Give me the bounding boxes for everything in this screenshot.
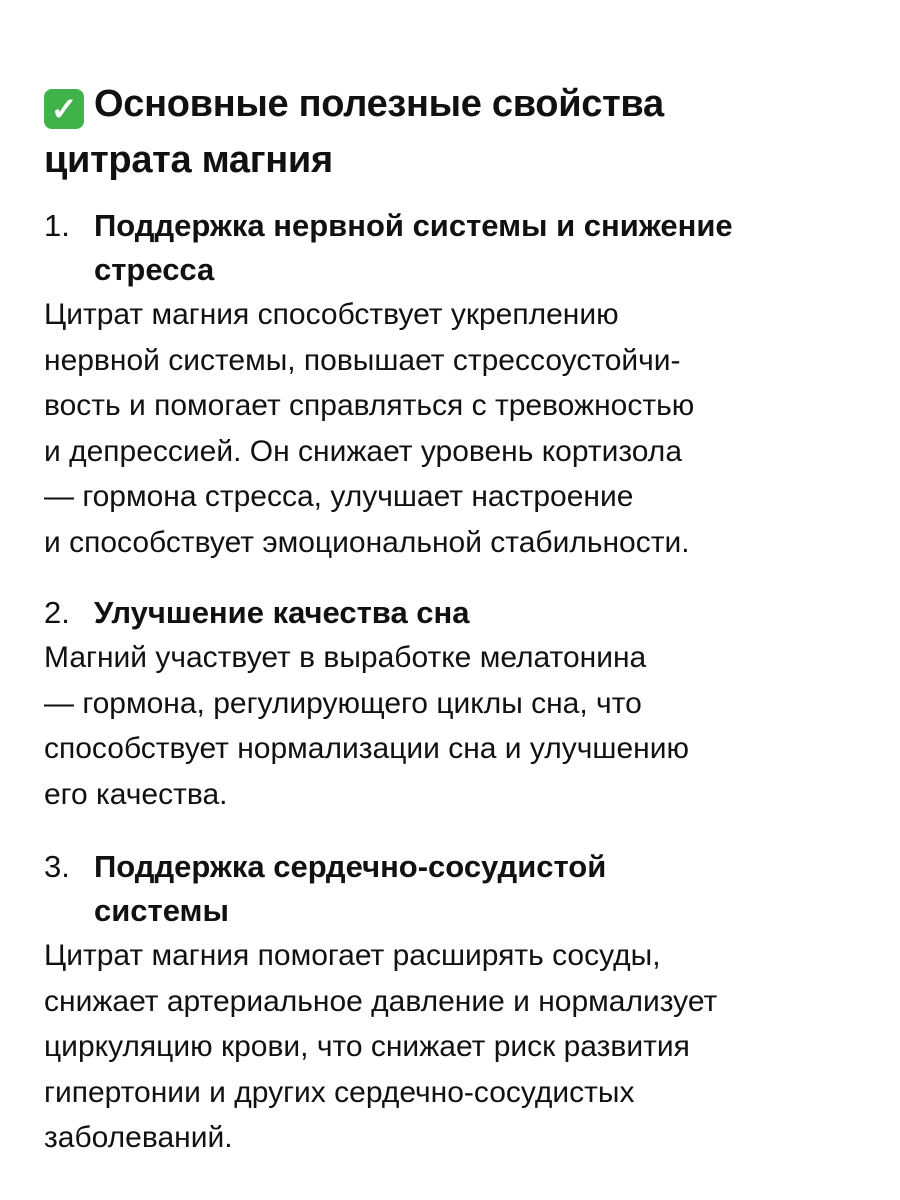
- page-title: [44, 76, 664, 188]
- title-line: цитрата магния: [44, 139, 333, 181]
- item-heading: [94, 591, 470, 635]
- body-line: заболеваний.: [44, 1121, 233, 1154]
- body-line: Цитрат магния помогает расширять сосуды,: [44, 939, 661, 972]
- body-line: и способствует эмоциональной стабильности.: [44, 525, 690, 559]
- heading-line: Улучшение качества сна: [94, 595, 470, 630]
- heading-line: Поддержка сердечно-сосудистой: [94, 849, 607, 884]
- body-line: гипертонии и других сердечно-сосудистых: [44, 1075, 635, 1109]
- body-line: его качества.: [44, 777, 228, 811]
- body-line: Цитрат магния способствует укреплению: [44, 298, 619, 331]
- body-line: нервной системы, повышает стрессоустойчи-: [44, 343, 681, 377]
- body-line: циркуляцию крови, что снижает риск развития: [44, 1030, 690, 1063]
- item-number: 3.: [44, 849, 70, 884]
- body-line: вость и помогает справляться с тревожностью: [44, 389, 695, 422]
- body-line: способствует нормализации сна и улучшению: [44, 732, 689, 765]
- item-body: [44, 635, 874, 817]
- body-line: и депрессией. Он снижает уровень кортизола: [44, 434, 682, 468]
- item-number: 1.: [44, 208, 70, 243]
- heading-line: системы: [94, 893, 229, 928]
- item-number: 2.: [44, 595, 70, 630]
- list-item: [44, 845, 874, 1161]
- check-mark-icon: ✓: [44, 89, 84, 129]
- body-line: — гормона, регулирующего циклы сна, что: [44, 686, 642, 720]
- heading-line: стресса: [94, 252, 215, 287]
- title-line: Основные полезные свойства: [94, 83, 664, 125]
- item-body: [44, 933, 874, 1161]
- item-heading: [94, 204, 733, 292]
- body-line: Магний участвует в выработке мелатонина: [44, 641, 647, 674]
- heading-line: Поддержка нервной системы и снижение: [94, 208, 733, 243]
- body-line: — гормона стресса, улучшает настроение: [44, 480, 634, 513]
- list-item: [44, 591, 874, 817]
- item-heading: [94, 845, 606, 933]
- item-body: [44, 292, 874, 565]
- body-line: снижает артериальное давление и нормализует: [44, 984, 718, 1018]
- list-item: [44, 204, 874, 565]
